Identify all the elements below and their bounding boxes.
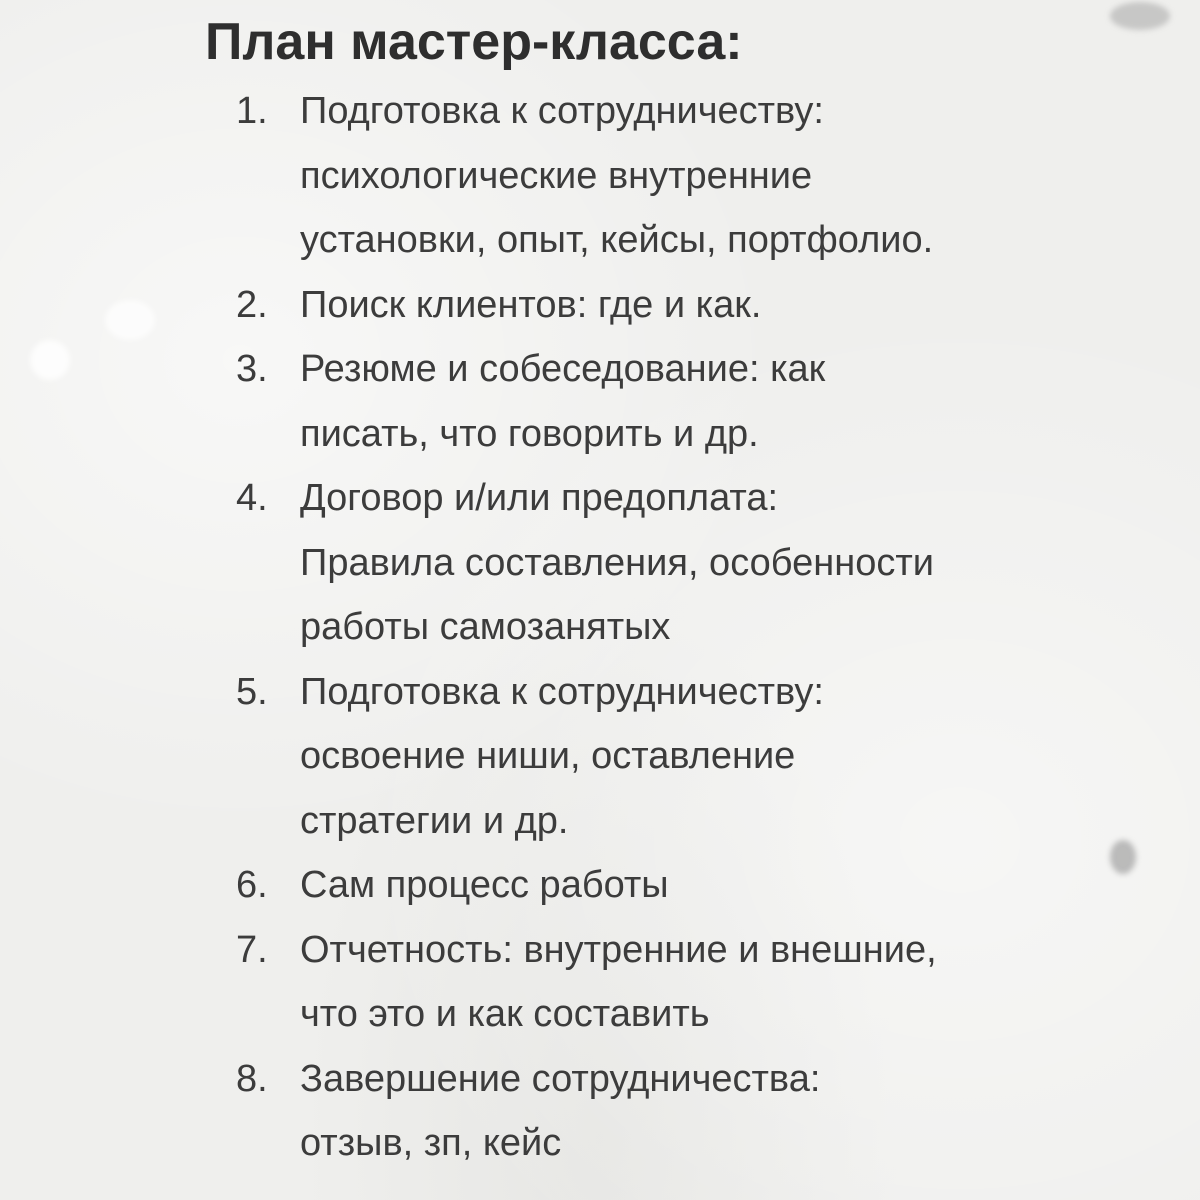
list-item-3 <box>236 337 1136 466</box>
list-item-6 <box>236 853 1136 918</box>
paper-highlight <box>105 300 155 340</box>
item-text: Подготовка к сотрудничеству: освоение ниши, оставление стратегии и др. <box>300 670 824 842</box>
plan-list <box>236 79 1136 1176</box>
item-text: Завершение сотрудничества: отзыв, зп, кейс <box>300 1057 821 1164</box>
list-item-8 <box>236 1047 1136 1176</box>
item-text: Отчетность: внутренние и внешние, что это и как составить <box>300 928 937 1035</box>
item-text: Договор и/или предоплата: Правила составления, особенности работы самозанятых <box>300 477 934 648</box>
paper-speck <box>1110 2 1170 30</box>
item-text: Подготовка к сотрудничеству: психологические внутренние установки, опыт, кейсы, портфолио. <box>300 90 934 261</box>
list-item-5 <box>236 660 1136 854</box>
item-number: 4. <box>236 477 268 519</box>
item-number: 2. <box>236 283 268 326</box>
item-number: 3. <box>236 348 268 390</box>
item-number: 5. <box>236 670 268 713</box>
item-number: 1. <box>236 90 268 132</box>
item-number: 8. <box>236 1057 268 1100</box>
page-title: План мастер-класса: <box>205 13 743 71</box>
item-text: Сам процесс работы <box>300 864 669 906</box>
item-text: Поиск клиентов: где и как. <box>300 283 762 326</box>
paper-highlight <box>30 340 70 380</box>
list-item-7 <box>236 918 1136 1047</box>
list-item-2 <box>236 273 1136 338</box>
list-item-4 <box>236 466 1136 660</box>
list-item-1 <box>236 79 1136 273</box>
item-text: Резюме и собеседование: как писать, что говорить и др. <box>300 348 826 455</box>
item-number: 7. <box>236 928 268 971</box>
item-number: 6. <box>236 864 268 906</box>
